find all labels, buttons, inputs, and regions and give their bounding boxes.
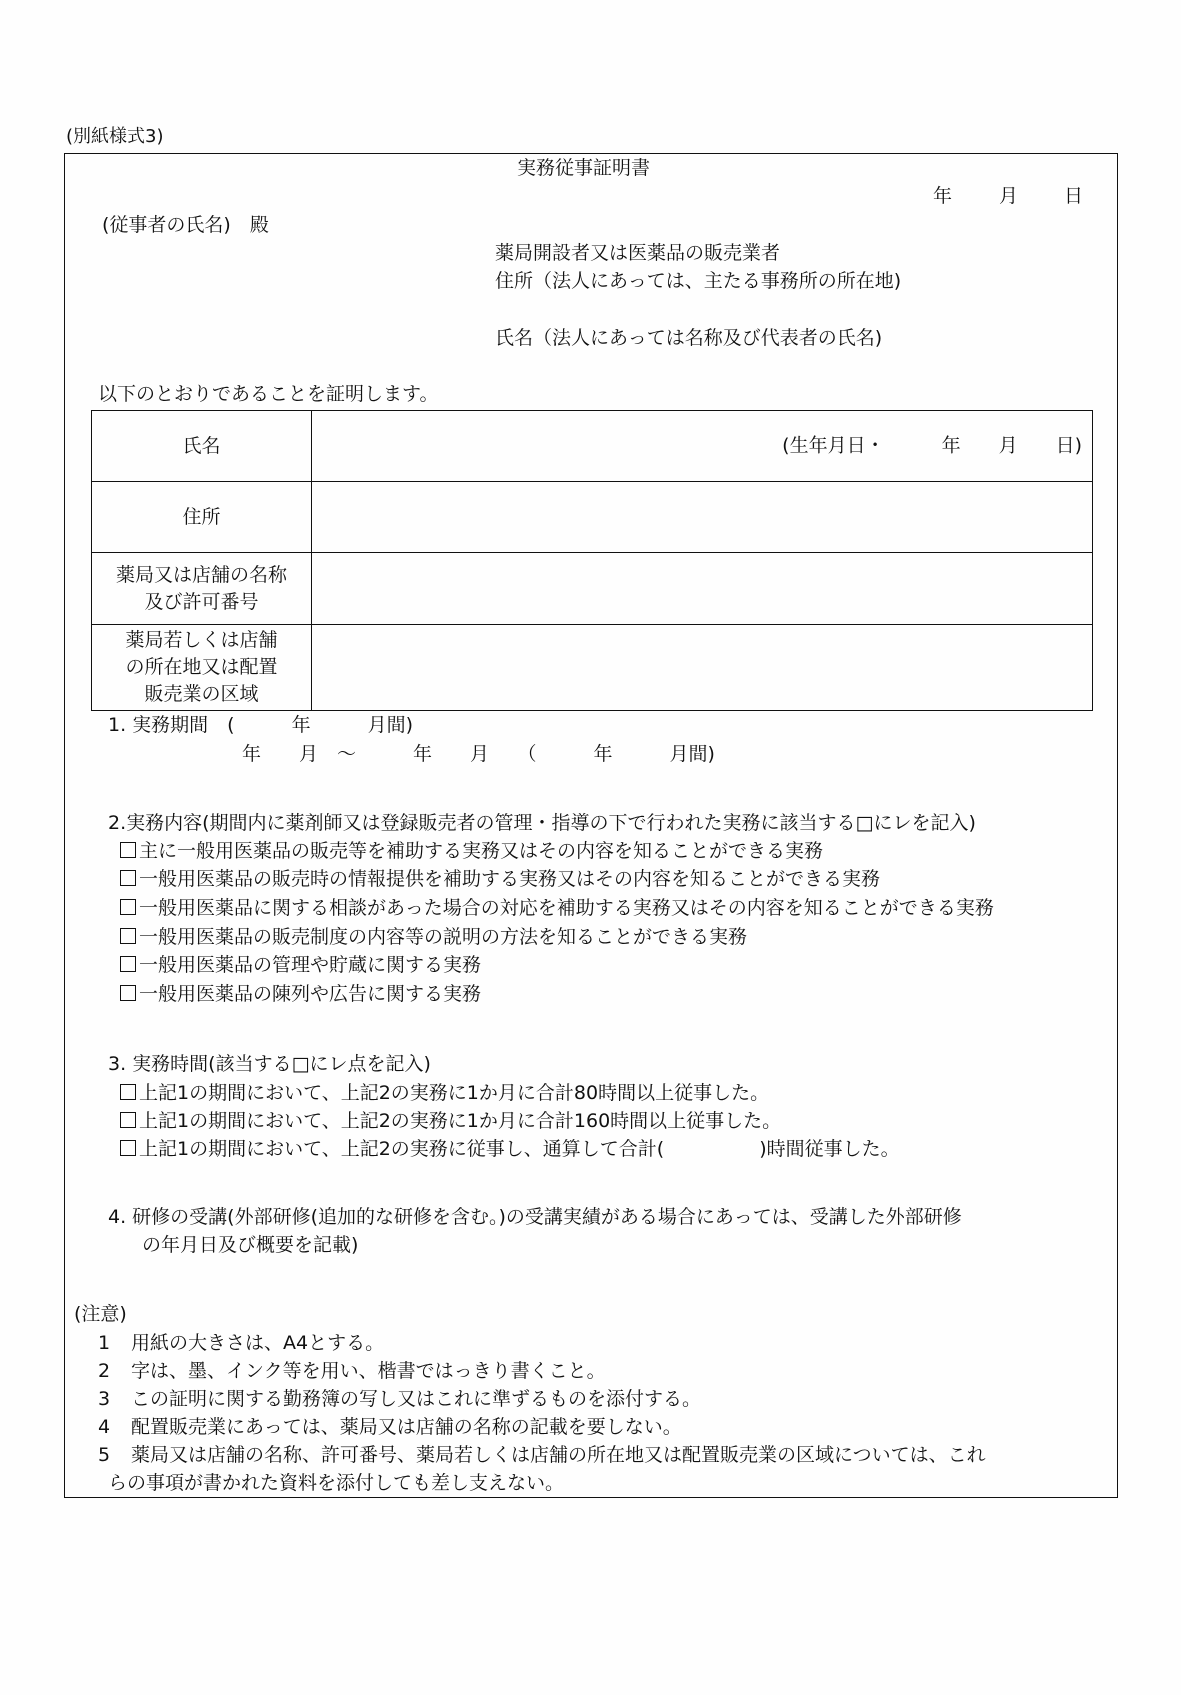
section2-item-2-label: 一般用医薬品の販売時の情報提供を補助する実務又はその内容を知ることができる実務 xyxy=(139,868,881,890)
checkbox[interactable] xyxy=(120,870,136,886)
section2-item-3[interactable] xyxy=(120,899,994,918)
note-3-text: この証明に関する勤務簿の写し又はこれに準ずるものを添付する。 xyxy=(131,1388,702,1410)
checkbox[interactable] xyxy=(120,928,136,944)
issuer-name-label: 氏名（法人にあっては名称及び代表者の氏名) xyxy=(495,327,883,349)
issuer-role: 薬局開設者又は医薬品の販売業者 xyxy=(495,242,781,264)
section1-heading: 1. 実務期間 ( 年 月間) xyxy=(108,714,413,736)
store-name-label xyxy=(92,553,312,625)
document-title: 実務従事証明書 xyxy=(517,157,651,179)
section2-item-6-label: 一般用医薬品の陳列や広告に関する実務 xyxy=(139,983,482,1005)
certify-statement: 以下のとおりであることを証明します。 xyxy=(98,383,439,405)
checkbox[interactable] xyxy=(120,1112,136,1128)
table-row-store-name xyxy=(92,553,1093,625)
addressee: (従事者の氏名) 殿 xyxy=(102,214,269,236)
section3-heading: 3. 実務時間(該当する□にレ点を記入) xyxy=(108,1053,431,1075)
section2-item-5-label: 一般用医薬品の管理や貯蔵に関する実務 xyxy=(139,954,482,976)
store-name-field[interactable] xyxy=(312,553,1093,625)
address-field[interactable] xyxy=(312,482,1093,553)
section2-heading: 2.実務内容(期間内に薬剤師又は登録販売者の管理・指導の下で行われた実務に該当する□にレを記入) xyxy=(108,812,976,834)
note-1-number: 1 xyxy=(98,1332,111,1354)
name-field[interactable] xyxy=(312,411,1093,482)
note-2-number: 2 xyxy=(98,1360,111,1382)
table-row-name xyxy=(92,411,1093,482)
note-3-number: 3 xyxy=(98,1388,111,1410)
checkbox[interactable] xyxy=(120,1140,136,1156)
note-1-text: 用紙の大きさは、A4とする。 xyxy=(131,1332,385,1354)
date-year-label: 年 xyxy=(933,185,953,207)
address-label: 住所 xyxy=(92,482,312,553)
section1-period-line: 年 月 ～ 年 月 （ 年 月間) xyxy=(242,743,715,765)
section2-item-3-label: 一般用医薬品に関する相談があった場合の対応を補助する実務又はその内容を知ることができる実務 xyxy=(139,897,994,919)
table-row-store-location xyxy=(92,625,1093,711)
section2-item-4[interactable] xyxy=(120,928,747,947)
section2-item-1-label: 主に一般用医薬品の販売等を補助する実務又はその内容を知ることができる実務 xyxy=(139,840,824,862)
store-location-label xyxy=(92,625,312,711)
table-row-address xyxy=(92,482,1093,553)
section4-heading-line2: の年月日及び概要を記載) xyxy=(142,1234,359,1256)
section3-item-1[interactable] xyxy=(120,1084,769,1103)
notes-heading: (注意) xyxy=(74,1303,127,1325)
section4-heading-line1: 4. 研修の受講(外部研修(追加的な研修を含む。)の受講実績がある場合にあっては、受講した外部研修 xyxy=(108,1206,962,1228)
checkbox[interactable] xyxy=(120,985,136,1001)
section2-item-2[interactable] xyxy=(120,870,880,889)
section3-item-2-label: 上記1の期間において、上記2の実務に1か月に合計160時間以上従事した。 xyxy=(139,1110,782,1132)
form-number: (別紙様式3) xyxy=(66,126,164,147)
store-location-label-line1: 薬局若しくは店舗 xyxy=(125,629,278,651)
section2-item-6[interactable] xyxy=(120,985,481,1004)
store-location-field[interactable] xyxy=(312,625,1093,711)
issuer-address-label: 住所（法人にあっては、主たる事務所の所在地) xyxy=(495,270,902,292)
section3-item-3[interactable] xyxy=(120,1140,900,1159)
note-5-number: 5 xyxy=(98,1444,111,1466)
name-label: 氏名 xyxy=(92,411,312,482)
checkbox[interactable] xyxy=(120,899,136,915)
note-5-continuation: らの事項が書かれた資料を添付しても差し支えない。 xyxy=(108,1472,565,1494)
store-location-label-line3: 販売業の区域 xyxy=(144,683,259,705)
note-2-text: 字は、墨、インク等を用い、楷書ではっきり書くこと。 xyxy=(131,1360,606,1382)
note-5-text: 薬局又は店舗の名称、許可番号、薬局若しくは店舗の所在地又は配置販売業の区域については、これ xyxy=(131,1444,986,1466)
employee-info-table xyxy=(91,410,1093,711)
birthdate-field: (生年月日・ 年 月 日) xyxy=(782,434,1082,457)
section2-item-4-label: 一般用医薬品の販売制度の内容等の説明の方法を知ることができる実務 xyxy=(139,926,748,948)
section2-item-1[interactable] xyxy=(120,842,823,861)
checkbox[interactable] xyxy=(120,1084,136,1100)
note-4-number: 4 xyxy=(98,1416,111,1438)
section3-item-3-label: 上記1の期間において、上記2の実務に従事し、通算して合計( )時間従事した。 xyxy=(139,1138,900,1160)
store-name-label-line2: 及び許可番号 xyxy=(144,590,259,613)
date-day-label: 日 xyxy=(1064,185,1084,207)
checkbox[interactable] xyxy=(120,956,136,972)
store-name-label-line1: 薬局又は店舗の名称 xyxy=(115,563,287,586)
checkbox[interactable] xyxy=(120,842,136,858)
section3-item-1-label: 上記1の期間において、上記2の実務に1か月に合計80時間以上従事した。 xyxy=(139,1082,770,1104)
section3-item-2[interactable] xyxy=(120,1112,781,1131)
note-4-text: 配置販売業にあっては、薬局又は店舗の名称の記載を要しない。 xyxy=(131,1416,682,1438)
section2-item-5[interactable] xyxy=(120,956,481,975)
date-month-label: 月 xyxy=(999,185,1019,207)
store-location-label-line2: の所在地又は配置 xyxy=(125,656,278,678)
